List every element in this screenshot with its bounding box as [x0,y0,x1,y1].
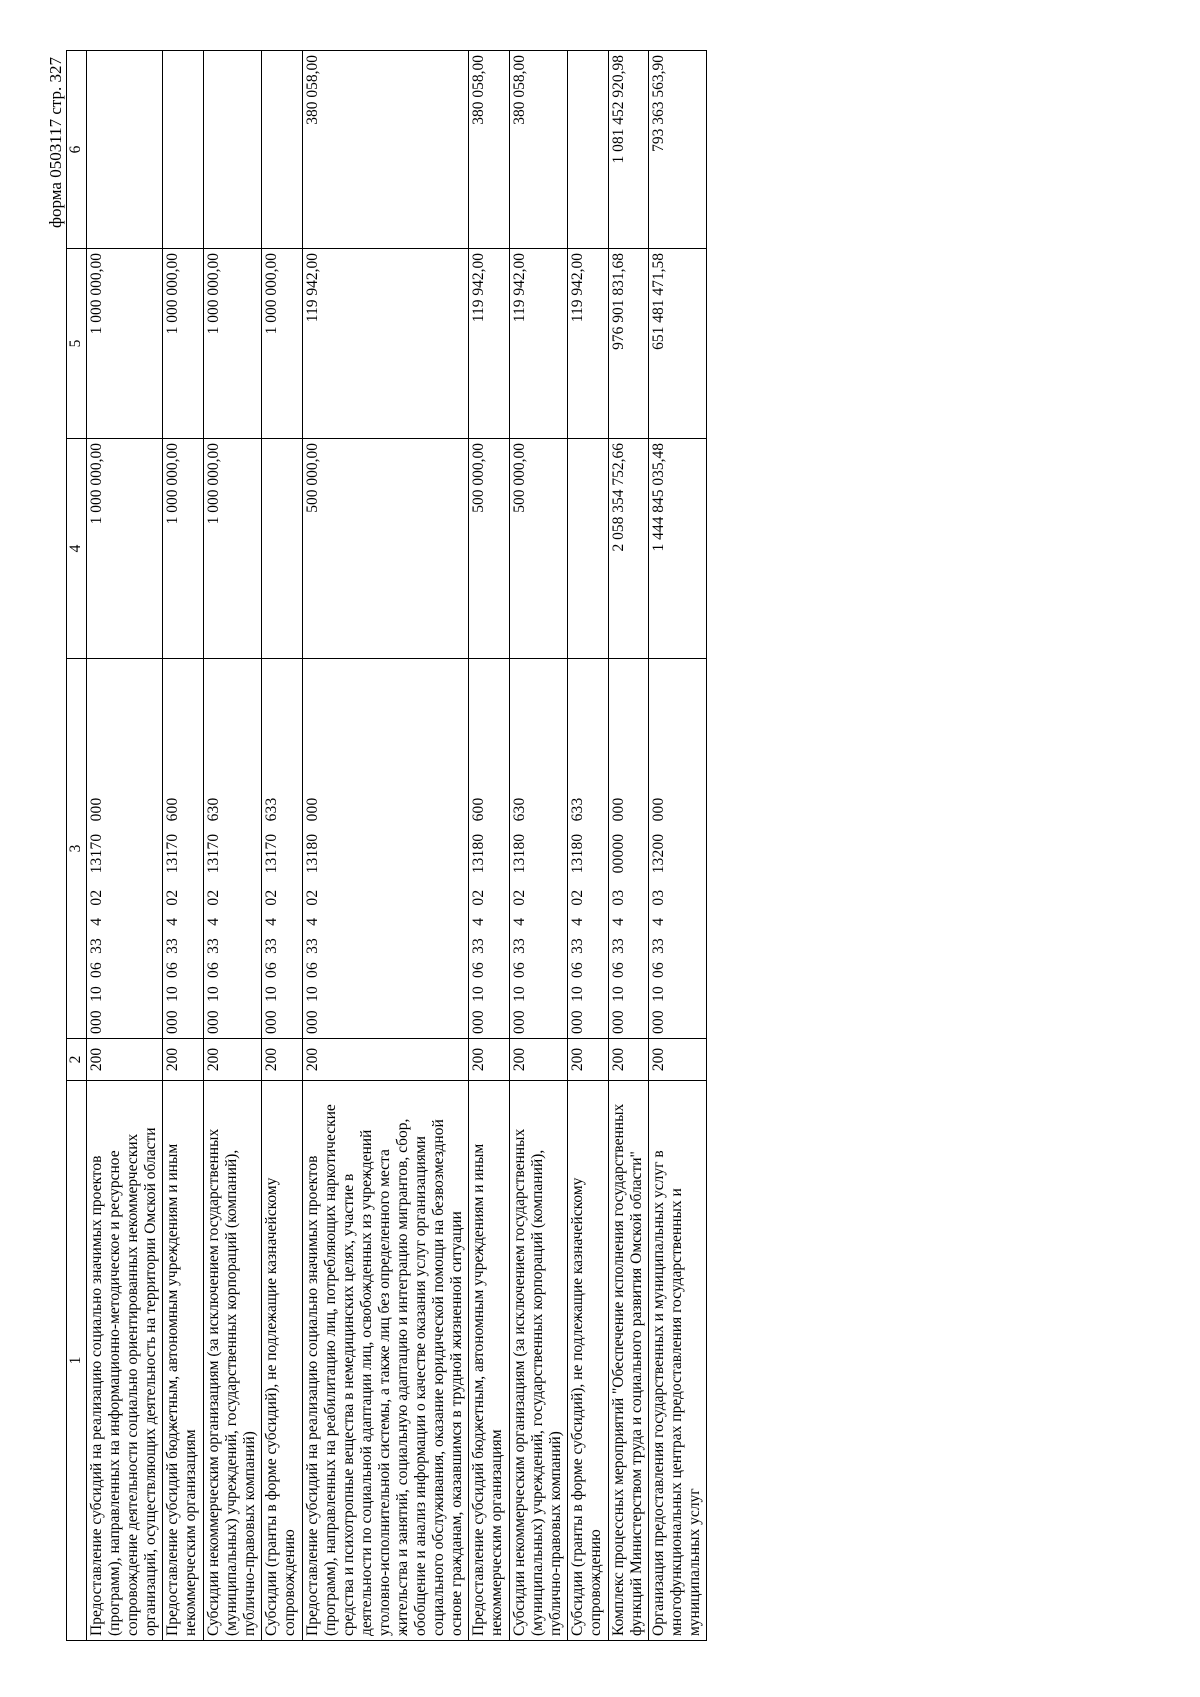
table-row [87,51,163,1641]
row-approved: 1 000 000,00 [163,439,204,659]
row-name: Предоставление субсидий на реализацию социально значимых проектов (программ), направленных на информационно-методическое и ресурсное сопровождение деятельности социально ориентированных некоммерческих организаций, осуществляющих деятельность на территории Омской области [87,1081,163,1641]
row-name: Предоставление субсидий на реализацию социально значимых проектов (программ), направленных на реабилитацию лиц, потребляющих наркотические средства и психотропные вещества в немедицинских целях, участие в деятельности по социальной адаптации лиц, освобожденных из учреждений уголовно-исполнительной системы, а также лиц без определенного места жительства и занятий, социальную адаптацию и интеграцию мигрантов, сбор, обобщение и анализ информации о качестве оказания услуг организациями социального обслуживания, оказание юридической помощи на безвозмездной основе гражданам, оказавшимся в трудной жизненной ситуации [303,1081,469,1641]
row-budget-code: 000 10 06 33 4 03 00000 000 [609,659,649,1039]
row-name: Предоставление субсидий бюджетным, автономным учреждениям и иным некоммерческим организациям [163,1081,204,1641]
row-budget-code: 000 10 06 33 4 02 13180 000 [303,659,469,1039]
row-executed: 119 942,00 [510,249,568,439]
row-unexecuted: 793 363 563,90 [649,51,707,249]
column-header-2: 2 [67,1039,87,1081]
row-name: Субсидии (гранты в форме субсидий), не подлежащие казначейскому сопровождению [568,1081,609,1641]
column-header-3: 3 [67,659,87,1039]
row-approved [262,439,303,659]
row-line-code: 200 [87,1039,163,1081]
row-approved: 500 000,00 [469,439,510,659]
row-executed: 119 942,00 [469,249,510,439]
row-approved: 500 000,00 [510,439,568,659]
row-executed: 976 901 831,68 [609,249,649,439]
row-name: Организация предоставления государственных и муниципальных услуг в многофункциональных центрах предоставления государственных и муниципальных услуг [649,1081,707,1641]
row-line-code: 200 [469,1039,510,1081]
row-budget-code: 000 10 06 33 4 03 13200 000 [649,659,707,1039]
table-row [303,51,469,1641]
row-executed: 119 942,00 [303,249,469,439]
report-table [66,50,707,1641]
row-budget-code: 000 10 06 33 4 02 13180 633 [568,659,609,1039]
row-budget-code: 000 10 06 33 4 02 13170 000 [87,659,163,1039]
row-budget-code: 000 10 06 33 4 02 13180 630 [510,659,568,1039]
table-row [262,51,303,1641]
row-name: Субсидии (гранты в форме субсидий), не подлежащие казначейскому сопровождению [262,1081,303,1641]
row-line-code: 200 [303,1039,469,1081]
row-name: Предоставление субсидий бюджетным, автономным учреждениям и иным некоммерческим организациям [469,1081,510,1641]
row-approved: 1 000 000,00 [204,439,262,659]
table-row [204,51,262,1641]
row-approved: 2 058 354 752,66 [609,439,649,659]
row-budget-code: 000 10 06 33 4 02 13170 600 [163,659,204,1039]
column-header-5: 5 [67,249,87,439]
row-budget-code: 000 10 06 33 4 02 13170 633 [262,659,303,1039]
column-header-1: 1 [67,1081,87,1641]
table-row [649,51,707,1641]
header-row [67,51,87,1641]
row-unexecuted [262,51,303,249]
row-approved: 1 000 000,00 [87,439,163,659]
row-approved [568,439,609,659]
row-unexecuted [568,51,609,249]
row-line-code: 200 [609,1039,649,1081]
row-unexecuted [163,51,204,249]
column-header-6: 6 [67,51,87,249]
row-executed: 1 000 000,00 [204,249,262,439]
row-executed: 1 000 000,00 [87,249,163,439]
column-header-4: 4 [67,439,87,659]
row-unexecuted: 1 081 452 920,98 [609,51,649,249]
table-row [510,51,568,1641]
row-line-code: 200 [262,1039,303,1081]
row-executed: 651 481 471,58 [649,249,707,439]
row-approved: 1 444 845 035,48 [649,439,707,659]
row-unexecuted [87,51,163,249]
table-row [163,51,204,1641]
table-row [609,51,649,1641]
row-approved: 500 000,00 [303,439,469,659]
row-line-code: 200 [163,1039,204,1081]
row-line-code: 200 [510,1039,568,1081]
row-executed: 1 000 000,00 [262,249,303,439]
row-unexecuted: 380 058,00 [469,51,510,249]
row-line-code: 200 [568,1039,609,1081]
row-unexecuted [204,51,262,249]
row-budget-code: 000 10 06 33 4 02 13170 630 [204,659,262,1039]
row-name: Субсидии некоммерческим организациям (за исключением государственных (муниципальных) учреждений, государственных корпораций (компаний), публично-правовых компаний) [510,1081,568,1641]
row-name: Субсидии некоммерческим организациям (за исключением государственных (муниципальных) учреждений, государственных корпораций (компаний), публично-правовых компаний) [204,1081,262,1641]
form-label: форма 0503117 стр. 327 [46,57,65,228]
row-line-code: 200 [204,1039,262,1081]
row-unexecuted: 380 058,00 [510,51,568,249]
table-row [469,51,510,1641]
row-executed: 119 942,00 [568,249,609,439]
row-line-code: 200 [649,1039,707,1081]
table-row [568,51,609,1641]
row-executed: 1 000 000,00 [163,249,204,439]
row-name: Комплекс процессных мероприятий "Обеспечение исполнения государственных функций Министерством труда и социального развития Омской области" [609,1081,649,1641]
row-unexecuted: 380 058,00 [303,51,469,249]
row-budget-code: 000 10 06 33 4 02 13180 600 [469,659,510,1039]
